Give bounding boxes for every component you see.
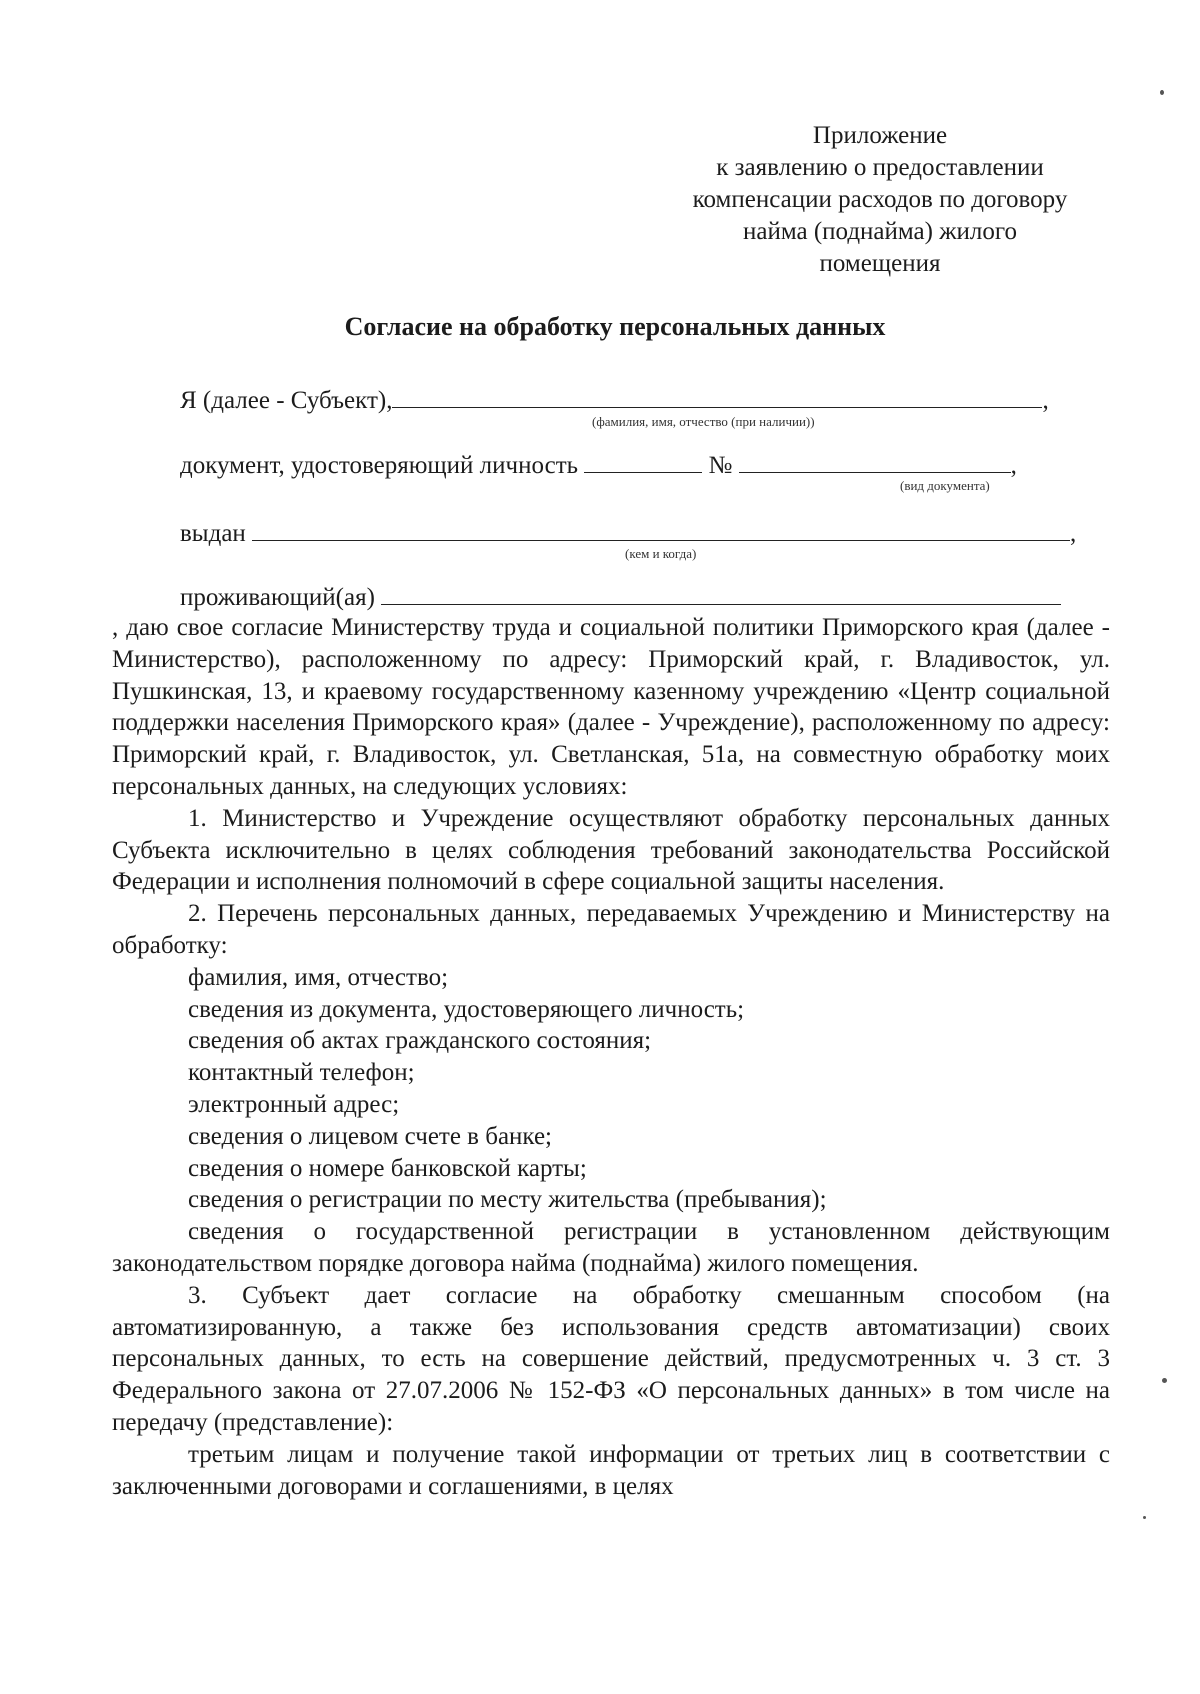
data-list-item: сведения о лицевом счете в банке; [188,1122,553,1150]
scan-speck [1160,90,1164,95]
document-row [180,450,1017,480]
document-number-field[interactable] [739,450,1011,473]
issued-caption: (кем и когда) [625,546,697,561]
document-caption: (вид документа) [900,478,990,493]
appendix-line: к заявлению о предоставлении [716,154,1044,181]
appendix-line: найма (поднайма) жилого [743,218,1017,245]
clause-1: 1. Министерство и Учреждение осуществляют обработку персональных данных Субъекта исключительно в целях соблюдения требований законодательства Российской Федерации и исполнения полномочий в сфере социальной защиты населения. [112,804,1110,896]
data-list-item: электронный адрес; [188,1090,400,1118]
number-sign: № [708,452,733,479]
appendix-line: Приложение [812,122,948,149]
document-label: документ, удостоверяющий личность [180,452,579,479]
data-list-item-last: сведения о государственной регистрации в установленном действующим законодательством порядке договора найма (поднайма) жилого помещения. [112,1218,1110,1277]
data-list-item: контактный телефон; [188,1059,415,1087]
issued-field[interactable] [252,518,1070,541]
subject-caption: (фамилия, имя, отчество (при наличии)) [592,414,815,429]
document-title: Согласие на обработку персональных данных [344,312,886,341]
intro-paragraph: , даю свое согласие Министерству труда и социальной политики Приморского края (далее - Министерство), расположенному по адресу: Приморский край, г. Владивосток, ул. Пушкинская, 13, и краевому государственному казенному учреждению «Центр социальной поддержки населения Приморского края» (далее - Учреждение), расположенному по адресу: Приморский край, г. Владивосток, ул. Светланская, 51а, на совместную обработку моих персональных данных, на следующих условиях: [112,614,1110,800]
appendix-line: помещения [819,250,941,277]
subject-name-field[interactable] [392,385,1042,408]
subject-row [180,385,1049,415]
scan-speck [1143,1516,1146,1519]
clause-2: 2. Перечень персональных данных, передаваемых Учреждению и Министерству на обработку: [112,900,1110,959]
scan-speck [1162,1378,1167,1383]
comma: , [1042,387,1049,414]
clause-3: 3. Субъект дает согласие на обработку смешанным способом (на автоматизированную, а также без использования средств автоматизации) своих персональных данных, то есть на совершение действий, предусмотренных ч. 3 ст. 3 Федерального закона от 27.07.2006 № 152-ФЗ «О персональных данных» в том числе на передачу (представление): [112,1281,1110,1436]
document-type-field[interactable] [584,450,702,473]
residing-row [180,582,1061,612]
issued-row [180,518,1076,548]
data-list-item: сведения об актах гражданского состояния; [188,1027,652,1055]
comma: , [1070,520,1077,547]
data-list-item: фамилия, имя, отчество; [188,963,449,991]
consent-body [112,612,1110,1502]
appendix-line: компенсации расходов по договору [692,186,1068,213]
comma: , [1010,452,1017,479]
clause-3-continuation: третьим лицам и получение такой информации от третьих лиц в соответствии с заключенными договорами и соглашениями, в целях [112,1440,1110,1500]
data-list-item: сведения о регистрации по месту жительства (пребывания); [188,1186,827,1214]
subject-label: Я (далее - Субъект), [180,387,393,414]
appendix-header [620,120,1140,280]
residing-field[interactable] [381,582,1061,605]
data-list-item: сведения о номере банковской карты; [188,1154,587,1182]
issued-label: выдан [180,520,246,547]
residing-label: проживающий(ая) [180,584,375,611]
data-list-item: сведения из документа, удостоверяющего личность; [188,995,745,1023]
